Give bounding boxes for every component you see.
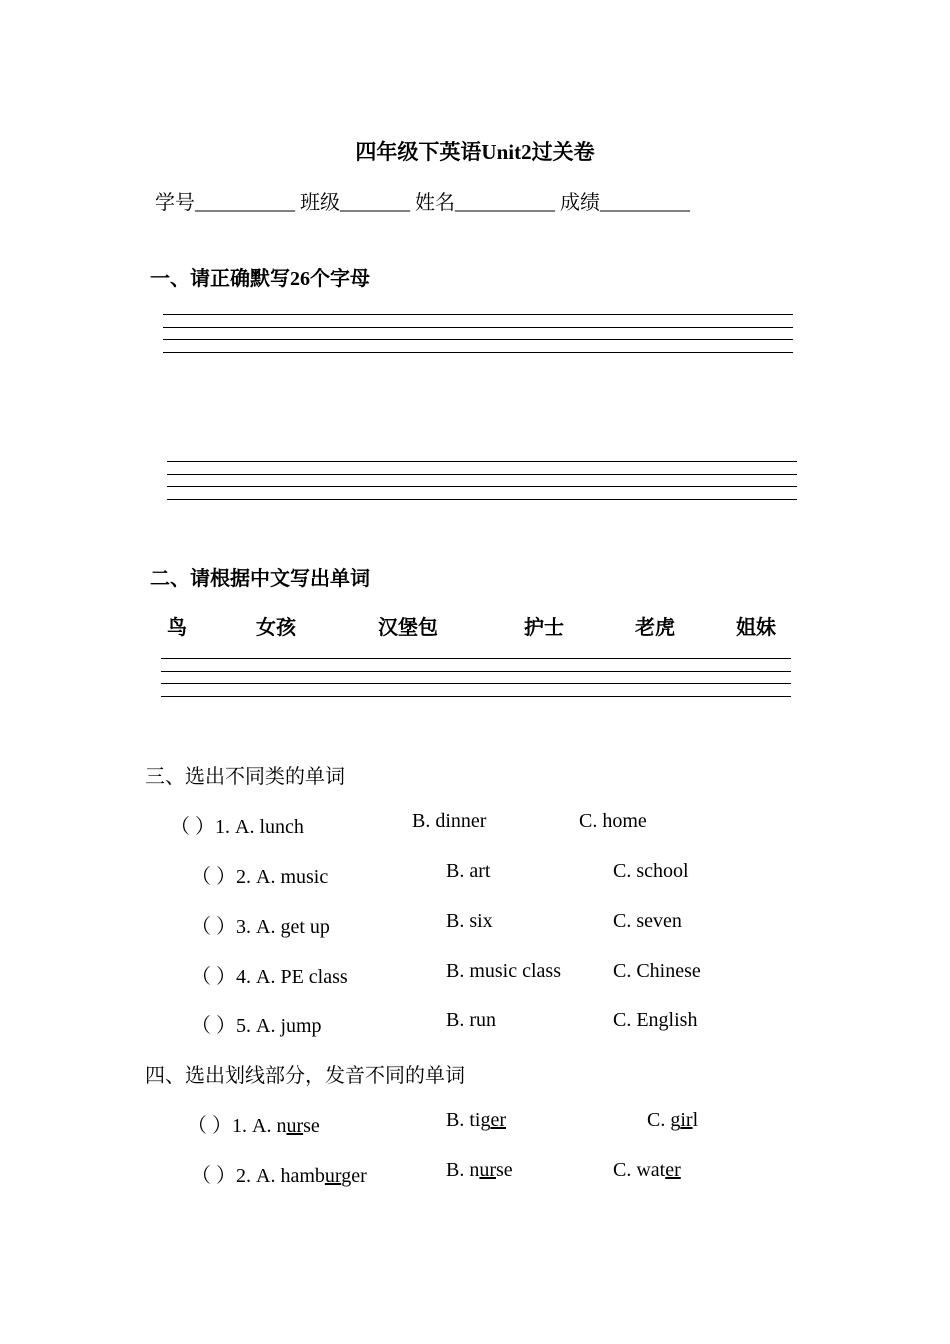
q4-2-option-c xyxy=(613,1159,681,1182)
q4-2-option-c-prefix: C. wat xyxy=(613,1159,666,1181)
q3-1-option-c: C. home xyxy=(579,810,647,832)
q4-2-option-b-underlined: ur xyxy=(479,1159,497,1181)
q3-1-option-b: B. dinner xyxy=(412,810,487,832)
q4-1-option-c-prefix: C. g xyxy=(647,1109,681,1131)
q4-2-option-a-prefix: （ ）2. A. hamb xyxy=(191,1165,325,1187)
q3-4-option-b: B. music class xyxy=(446,960,561,982)
writing-line xyxy=(167,461,797,462)
chinese-word-tiger: 老虎 xyxy=(635,617,675,639)
q3-2-option-c: C. school xyxy=(613,860,689,882)
q4-2-option-c-underlined: er xyxy=(665,1159,681,1181)
question-3-3[interactable]: （ ）3. A. get up xyxy=(191,916,330,938)
q4-2-option-b xyxy=(446,1159,513,1182)
section1-heading: 一、请正确默写26个字母 xyxy=(150,268,370,290)
writing-line xyxy=(167,486,797,487)
q4-1-option-a-suffix: se xyxy=(303,1115,320,1137)
q4-2-option-a-underlined: ur xyxy=(324,1165,342,1187)
chinese-word-hamburger: 汉堡包 xyxy=(378,617,438,639)
section2-heading: 二、请根据中文写出单词 xyxy=(150,568,370,590)
q4-2-option-a-suffix: ger xyxy=(341,1165,367,1187)
question-4-2[interactable] xyxy=(191,1159,367,1188)
q4-1-option-b-prefix: B. tig xyxy=(446,1109,491,1131)
section3-heading: 三、选出不同类的单词 xyxy=(145,766,345,788)
writing-line xyxy=(163,339,793,340)
q3-3-option-c: C. seven xyxy=(613,910,682,932)
q3-5-option-c: C. English xyxy=(613,1009,698,1031)
writing-line xyxy=(167,499,797,500)
chinese-word-sister: 姐妹 xyxy=(736,617,776,639)
chinese-word-bird: 鸟 xyxy=(167,617,187,639)
question-3-2[interactable]: （ ）2. A. music xyxy=(191,866,329,888)
q3-2-option-b: B. art xyxy=(446,860,491,882)
q4-1-option-a-prefix: （ ）1. A. n xyxy=(187,1115,287,1137)
q4-1-option-c-suffix: l xyxy=(692,1109,699,1131)
writing-line xyxy=(163,327,793,328)
chinese-word-girl: 女孩 xyxy=(256,617,296,639)
writing-line xyxy=(163,352,793,353)
question-3-5[interactable]: （ ）5. A. jump xyxy=(191,1015,322,1037)
page-title: 四年级下英语Unit2过关卷 xyxy=(355,140,595,164)
writing-line xyxy=(167,474,797,475)
question-4-1[interactable] xyxy=(187,1109,320,1138)
section4-heading: 四、选出划线部分，发音不同的单词 xyxy=(145,1065,465,1087)
q4-1-option-c-underlined: ir xyxy=(680,1109,693,1131)
question-3-4[interactable]: （ ）4. A. PE class xyxy=(191,966,348,988)
q3-4-option-c: C. Chinese xyxy=(613,960,701,982)
q3-5-option-b: B. run xyxy=(446,1009,496,1031)
q4-1-option-b xyxy=(446,1109,506,1132)
q4-1-option-c xyxy=(647,1109,698,1132)
writing-line xyxy=(161,696,791,697)
writing-line xyxy=(161,671,791,672)
q4-2-option-b-prefix: B. n xyxy=(446,1159,480,1181)
q4-1-option-a-underlined: ur xyxy=(286,1115,304,1137)
question-3-1[interactable]: （ ）1. A. lunch xyxy=(170,816,304,838)
q3-3-option-b: B. six xyxy=(446,910,493,932)
writing-line xyxy=(163,314,793,315)
q4-2-option-b-suffix: se xyxy=(496,1159,513,1181)
writing-line xyxy=(161,658,791,659)
q4-1-option-b-underlined: er xyxy=(490,1109,506,1131)
student-info-line: 学号__________ 班级_______ 姓名__________ 成绩_________ xyxy=(155,192,690,214)
chinese-word-nurse: 护士 xyxy=(524,617,564,639)
writing-line xyxy=(161,683,791,684)
